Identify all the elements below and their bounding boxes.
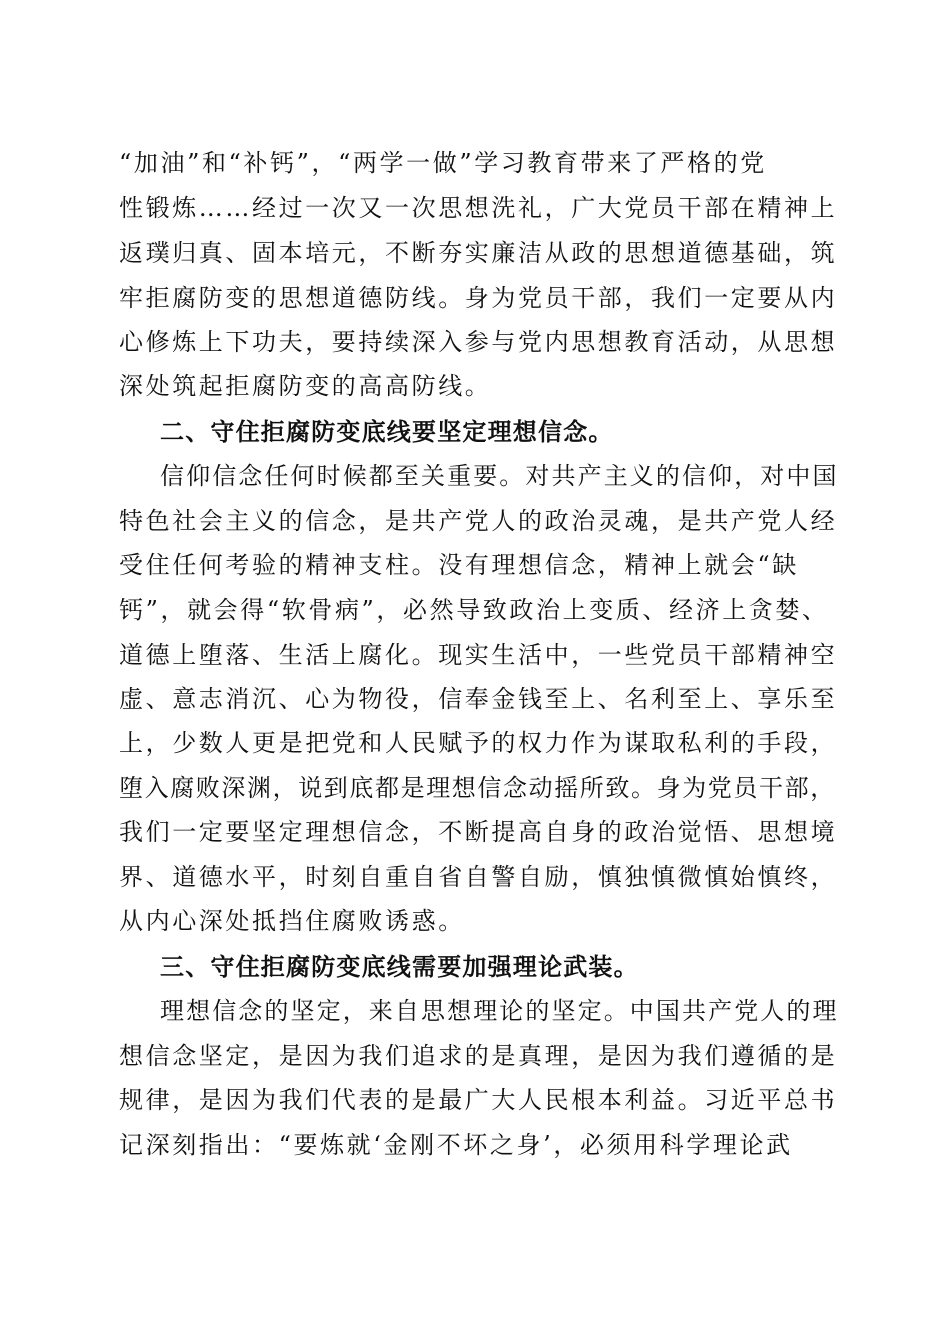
text-line: 心修炼上下功夫，要持续深入参与党内思想教育活动，从思想 — [119, 328, 838, 356]
text-line: 我们一定要坚定理想信念，不断提高自身的政治觉悟、思想境 — [119, 818, 838, 846]
text-line: 从内心深处抵挡住腐败诱惑。 — [119, 907, 465, 935]
text-line: “加油”和“补钙”，“两学一做”学习教育带来了严格的党 — [119, 149, 767, 177]
text-line: 想信念坚定，是因为我们追求的是真理，是因为我们遵循的是 — [119, 1042, 838, 1070]
text-line: 特色社会主义的信念，是共产党人的政治灵魂，是共产党人经 — [119, 507, 838, 535]
text-line: 信仰信念任何时候都至关重要。对共产主义的信仰，对中国 — [160, 462, 839, 490]
text-line: 返璞归真、固本培元，不断夯实廉洁从政的思想道德基础，筑 — [119, 239, 838, 267]
text-line: 性锻炼……经过一次又一次思想洗礼，广大党员干部在精神上 — [119, 194, 838, 222]
text-line: 钙”，就会得“软骨病”，必然导致政治上变质、经济上贪婪、 — [119, 596, 829, 624]
text-line: 堕入腐败深渊，说到底都是理想信念动摇所致。身为党员干部， — [119, 774, 836, 802]
section-heading-3: 三、守住拒腐防变底线需要加强理论武装。 — [160, 953, 639, 981]
text-line: 虚、意志消沉、心为物役，信奉金钱至上、名利至上、享乐至 — [119, 685, 838, 713]
text-line: 规律，是因为我们代表的是最广大人民根本利益。习近平总书 — [119, 1086, 838, 1114]
text-line: 牢拒腐防变的思想道德防线。身为党员干部，我们一定要从内 — [119, 284, 838, 312]
text-line: 记深刻指出：“要炼就‘金刚不坏之身’，必须用科学理论武 — [119, 1131, 793, 1159]
text-line: 上，少数人更是把党和人民赋予的权力作为谋取私利的手段， — [119, 729, 838, 757]
text-line: 深处筑起拒腐防变的高高防线。 — [119, 372, 492, 400]
text-line: 道德上堕落、生活上腐化。现实生活中，一些党员干部精神空 — [119, 641, 838, 669]
section-heading-2: 二、守住拒腐防变底线要坚定理想信念。 — [160, 418, 614, 446]
text-line: 受住任何考验的精神支柱。没有理想信念，精神上就会“缺 — [119, 551, 799, 579]
text-line: 界、道德水平，时刻自重自省自警自励，慎独慎微慎始慎终， — [119, 863, 838, 891]
text-line: 理想信念的坚定，来自思想理论的坚定。中国共产党人的理 — [160, 997, 839, 1025]
